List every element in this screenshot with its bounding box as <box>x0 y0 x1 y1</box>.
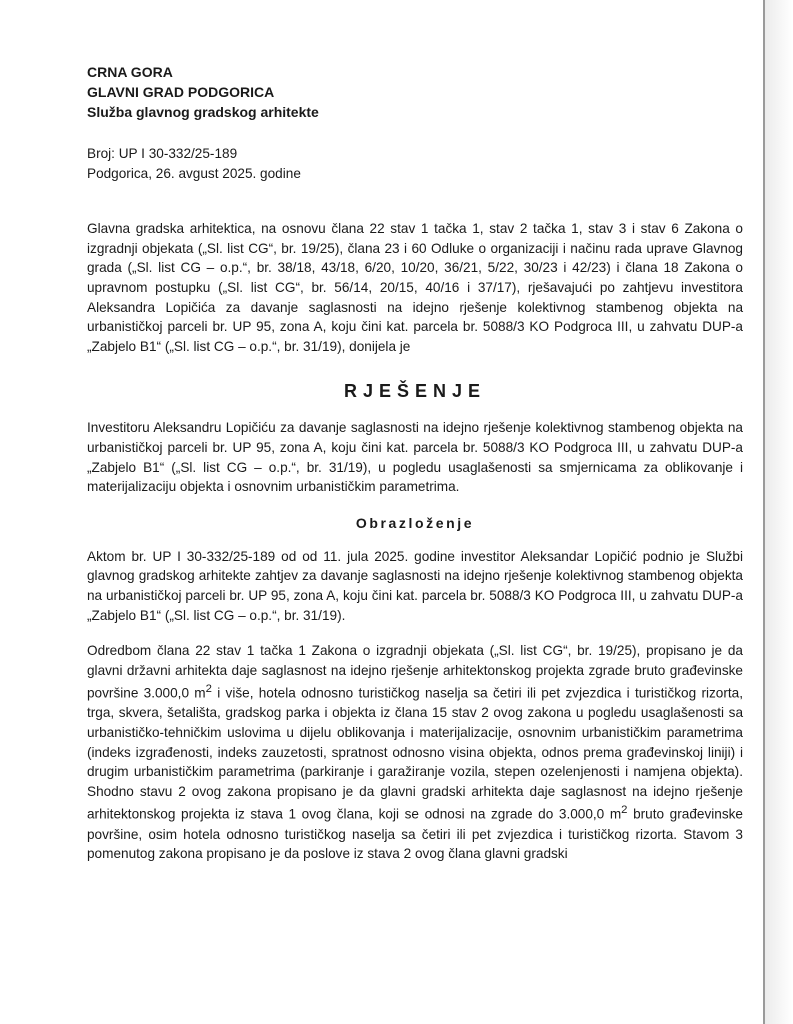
office-name: Služba glavnog gradskog arhitekte <box>87 104 319 120</box>
document-meta <box>87 144 743 183</box>
reasoning-text-part-2: i više, hotela odnosno turističkog naselja sa četiri ili pet zvjezdica i turističkog rizorta, trga, skvera, šetališta, gradskog parka i objekta iz člana 15 stav 2 ovog zakona u pogledu usaglašenosti sa urbanističko-tehničkim uslovima u dijelu oblikovanja i materijalizacije, osnovnim urbanističkim parametrima (indeks izgrađenosti, indeks zauzetosti, spratnost odnosno visina objekta, odnos prema građevinskoj liniji) i drugim urbanističkim parametrima (parkiranje i garažiranje vozila, stepen ozelenjenosti i namjena objekta). Shodno stavu 2 ovog zakona propisano je da glavni gradski arhitekta daje saglasnost na idejno rješenje arhitektonskog projekta iz stava 1 ovog člana, koji se odnosi na zgrade do 3.000,0 m <box>87 685 743 822</box>
letterhead <box>87 62 743 122</box>
document-page <box>87 62 743 864</box>
intro-paragraph: Glavna gradska arhitektica, na osnovu člana 22 stav 1 tačka 1, stav 2 tačka 1, stav 3 i stav 6 Zakona o izgradnji objekata („Sl. list CG“, br. 19/25), člana 23 i 60 Odluke o organizaciji i načinu rada uprave Glavnog grada („Sl. list CG – o.p.“, br. 38/18, 43/18, 6/20, 10/20, 36/21, 5/22, 30/23 i 42/23) i člana 18 Zakona o upravnom postupku („Sl. list CG“, br. 56/14, 20/15, 40/16 i 37/17), rješavajući po zahtjevu investitora Aleksandra Lopičića za davanje saglasnosti na idejno rješenje kolektivnog stambenog objekta na urbanističkoj parceli br. UP 95, zona A, koju čini kat. parcela br. 5088/3 KO Podgroca III, u zahvatu DUP-a „Zabjelo B1“ („Sl. list CG – o.p.“, br. 31/19), donijela je <box>87 221 743 354</box>
reasoning-paragraph-1: Aktom br. UP I 30-332/25-189 od od 11. jula 2025. godine investitor Aleksandar Lopičić podnio je Službi glavnog gradskog arhitekte zahtjev za davanje saglasnosti na idejno rješenje kolektivnog stambenog objekta na urbanističkoj parceli br. UP 95, zona A, koju čini kat. parcela br. 5088/3 KO Podgroca III, u zahvatu DUP-a „Zabjelo B1“ („Sl. list CG – o.p.“, br. 31/19). <box>87 548 743 623</box>
city-name: GLAVNI GRAD PODGORICA <box>87 84 275 100</box>
reference-number: Broj: UP I 30-332/25-189 <box>87 146 238 161</box>
superscript-square: 2 <box>621 804 628 817</box>
decision-title: RJEŠENJE <box>343 381 487 402</box>
reasoning-text-part-3: bruto građevinske površine, osim hotela odnosno turističkog naselja sa četiri ili pet zvjezdica i turističkog rizorta. Stavom 3 pomenutog zakona propisano je da poslove iz stava 2 ovog člana glavni gradski <box>87 806 743 862</box>
page-edge-shadow <box>765 0 793 1024</box>
reasoning-text-part-1: Odredbom člana 22 stav 1 tačka 1 Zakona o izgradnji objekata („Sl. list CG“, br. 19/25), propisano je da glavni državni arhitekta daje saglasnost na idejno rješenje arhitektonskog projekta zgrade bruto građevinske površine 3.000,0 m <box>87 643 743 701</box>
reasoning-paragraph-2 <box>87 641 743 864</box>
decision-paragraph: Investitoru Aleksandru Lopičiću za davanje saglasnosti na idejno rješenje kolektivnog stambenog objekta na urbanističkoj parceli br. UP 95, zona A, koju čini kat. parcela br. 5088/3 KO Podgroca III, u zahvatu DUP-a „Zabjelo B1“ („Sl. list CG – o.p.“, br. 31/19), u pogledu usaglašenosti sa smjernicama za oblikovanje i materijalizaciju objekta i osnovnim urbanističkim parametrima. <box>87 420 743 495</box>
superscript-square: 2 <box>205 683 212 696</box>
reasoning-title: Obrazloženje <box>355 514 475 531</box>
country-name: CRNA GORA <box>87 64 173 80</box>
place-and-date: Podgorica, 26. avgust 2025. godine <box>87 165 301 181</box>
